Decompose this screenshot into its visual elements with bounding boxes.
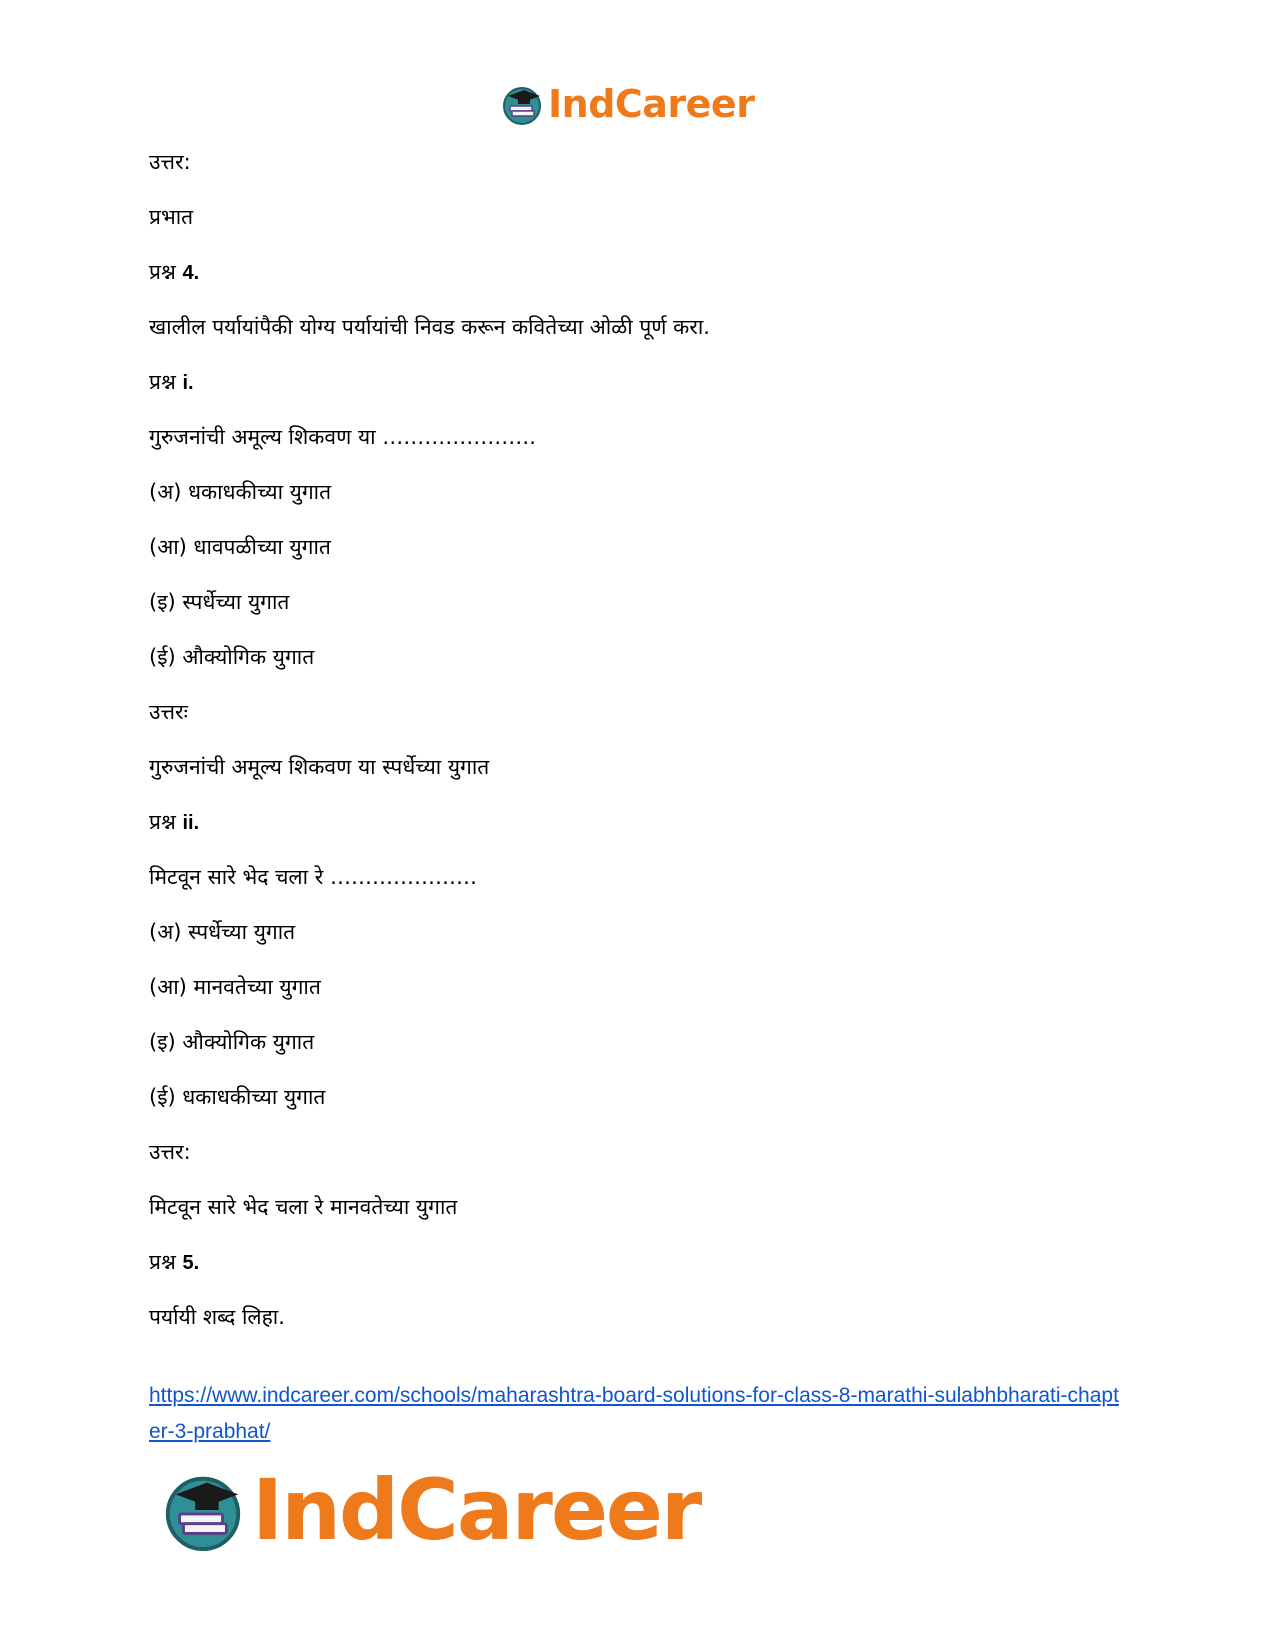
subquestion-text: मिटवून सारे भेद चला रे …………………	[149, 865, 478, 889]
question-heading: प्रश्न 4.	[149, 260, 200, 284]
graduation-cap-book-globe-icon	[160, 1467, 246, 1553]
header-logo	[500, 82, 754, 126]
logo-wordmark: IndCareer	[548, 82, 755, 126]
option-item: (इ) औक्योगिक युगात	[149, 1030, 315, 1054]
document-body	[149, 145, 1129, 1355]
question-instruction: खालील पर्यायांपैकी योग्य पर्यायांची निवड करून कवितेच्या ओळी पूर्ण करा.	[149, 315, 710, 339]
answer-text: गुरुजनांची अमूल्य शिकवण या स्पर्धेच्या युगात	[149, 755, 490, 779]
answer-label: उत्तर:	[149, 150, 191, 174]
logo-wordmark: IndCareer	[252, 1461, 701, 1559]
option-item: (इ) स्पर्धेच्या युगात	[149, 590, 290, 614]
answer-label: उत्तरः	[149, 700, 188, 724]
question-heading: प्रश्न 5.	[149, 1250, 200, 1274]
answer-text: मिटवून सारे भेद चला रे मानवतेच्या युगात	[149, 1195, 458, 1219]
footer-logo	[160, 1462, 700, 1558]
question-instruction: पर्यायी शब्द लिहा.	[149, 1305, 285, 1329]
subquestion-text: गुरुजनांची अमूल्य शिकवण या ………………….	[149, 425, 536, 449]
subquestion-heading: प्रश्न i.	[149, 370, 194, 394]
option-item: (ई) धकाधकीच्या युगात	[149, 1085, 326, 1109]
source-link[interactable]: https://www.indcareer.com/schools/maharashtra-board-solutions-for-class-8-marathi-sulabhbharati-chapter-3-prabhat/	[149, 1384, 1119, 1443]
graduation-cap-book-globe-icon	[500, 82, 544, 126]
option-item: (आ) धावपळीच्या युगात	[149, 535, 331, 559]
option-item: (अ) स्पर्धेच्या युगात	[149, 920, 296, 944]
option-item: (ई) औक्योगिक युगात	[149, 645, 315, 669]
answer-text: प्रभात	[149, 205, 194, 229]
option-item: (अ) धकाधकीच्या युगात	[149, 480, 332, 504]
subquestion-heading: प्रश्न ii.	[149, 810, 200, 834]
answer-label: उत्तर:	[149, 1140, 191, 1164]
option-item: (आ) मानवतेच्या युगात	[149, 975, 321, 999]
